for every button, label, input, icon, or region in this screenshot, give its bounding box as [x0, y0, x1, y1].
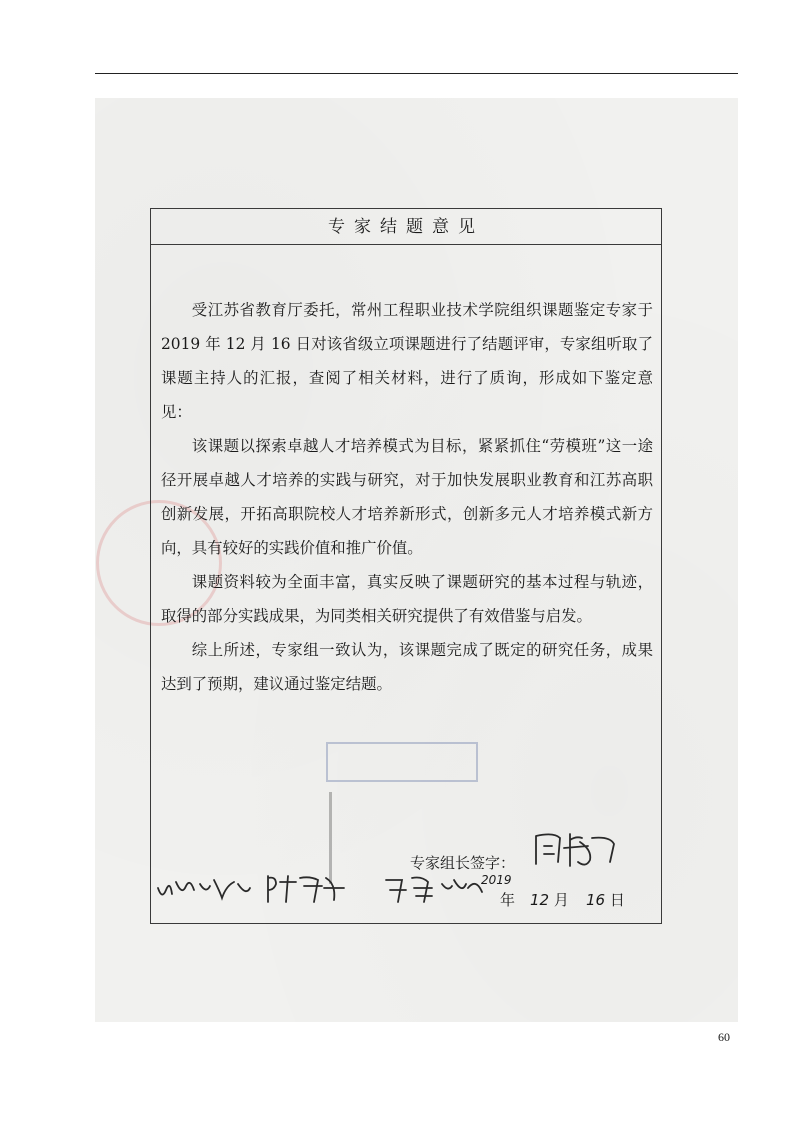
form-title: 专家结题意见 — [151, 209, 661, 245]
header-rule — [95, 73, 738, 74]
opinion-paragraph: 课题资料较为全面丰富，真实反映了课题研究的基本过程与轨迹，取得的部分实践成果，为同类相关研究提供了有效借鉴与启发。 — [161, 573, 653, 625]
page-number: 60 — [718, 1030, 730, 1044]
date-day-label: 日 — [609, 891, 625, 909]
opinion-paragraph: 受江苏省教育厅委托，常州工程职业技术学院组织课题鉴定专家于 2019 年 12 月 16 日对该省级立项课题进行了结题评审，专家组听取了课题主持人的汇报，查阅了相关材料，进行了质询，形成如下鉴定意见： — [161, 301, 653, 421]
signature-label: 专家组长签字： — [410, 854, 516, 872]
date-day — [586, 889, 625, 910]
date-year-label: 年 — [500, 891, 516, 909]
expert-opinion-form — [150, 208, 662, 924]
expert-signatures — [150, 866, 490, 916]
date-year-handwritten: 2019 — [481, 873, 512, 887]
date-month — [530, 889, 569, 910]
approval-stamp — [326, 742, 478, 782]
opinion-paragraph: 综上所述，专家组一致认为，该课题完成了既定的研究任务，成果达到了预期，建议通过鉴定结题。 — [161, 641, 653, 693]
leader-signature — [530, 826, 620, 872]
opinion-text — [161, 293, 653, 701]
date-month-label: 月 — [553, 891, 569, 909]
date-month-value: 12 — [530, 891, 550, 909]
opinion-paragraph: 该课题以探索卓越人才培养模式为目标，紧紧抓住“劳模班”这一途径开展卓越人才培养的实践与研究，对于加快发展职业教育和江苏高职创新发展，开拓高职院校人才培养新形式，创新多元人才培养模式新方向，具有较好的实践价值和推广价值。 — [161, 437, 653, 557]
date-day-value: 16 — [586, 891, 606, 909]
